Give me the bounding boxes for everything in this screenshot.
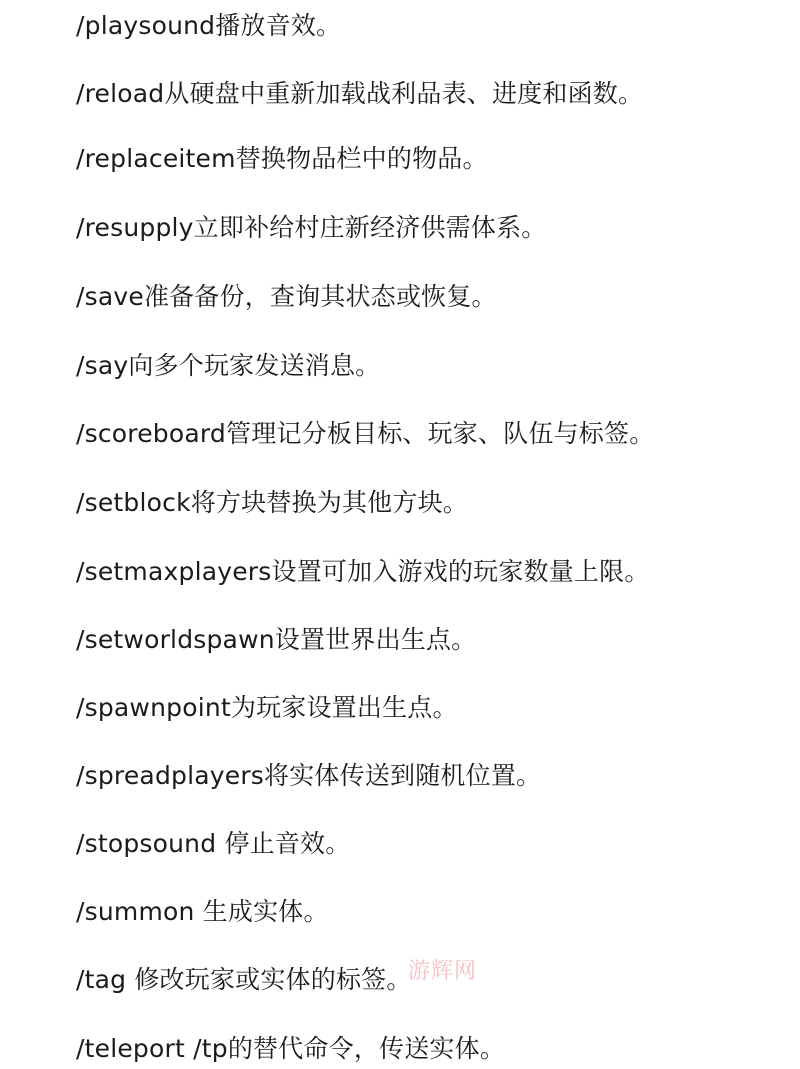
command-line-playsound: /playsound播放音效。 xyxy=(76,11,342,40)
command-line-setmaxplayers: /setmaxplayers设置可加入游戏的玩家数量上限。 xyxy=(76,557,650,586)
command-line-resupply: /resupply立即补给村庄新经济供需体系。 xyxy=(76,213,547,242)
command-line-teleport: /teleport /tp的替代命令，传送实体。 xyxy=(76,1034,506,1063)
watermark: 游辉网 xyxy=(408,959,478,984)
command-line-save: /save准备备份，查询其状态或恢复。 xyxy=(76,282,497,311)
command-line-replaceitem: /replaceitem替换物品栏中的物品。 xyxy=(76,144,488,173)
command-line-spawnpoint: /spawnpoint为玩家设置出生点。 xyxy=(76,693,458,722)
command-line-summon: /summon 生成实体。 xyxy=(76,897,329,926)
command-line-spreadplayers: /spreadplayers将实体传送到随机位置。 xyxy=(76,761,542,790)
command-line-scoreboard: /scoreboard管理记分板目标、玩家、队伍与标签。 xyxy=(76,419,655,448)
command-line-say: /say向多个玩家发送消息。 xyxy=(76,351,381,380)
command-line-stopsound: /stopsound 停止音效。 xyxy=(76,829,351,858)
command-line-setblock: /setblock将方块替换为其他方块。 xyxy=(76,488,468,517)
command-line-reload: /reload从硬盘中重新加载战利品表、进度和函数。 xyxy=(76,79,644,108)
command-line-setworldspawn: /setworldspawn设置世界出生点。 xyxy=(76,625,477,654)
command-line-tag: /tag 修改玩家或实体的标签。 xyxy=(76,965,412,994)
